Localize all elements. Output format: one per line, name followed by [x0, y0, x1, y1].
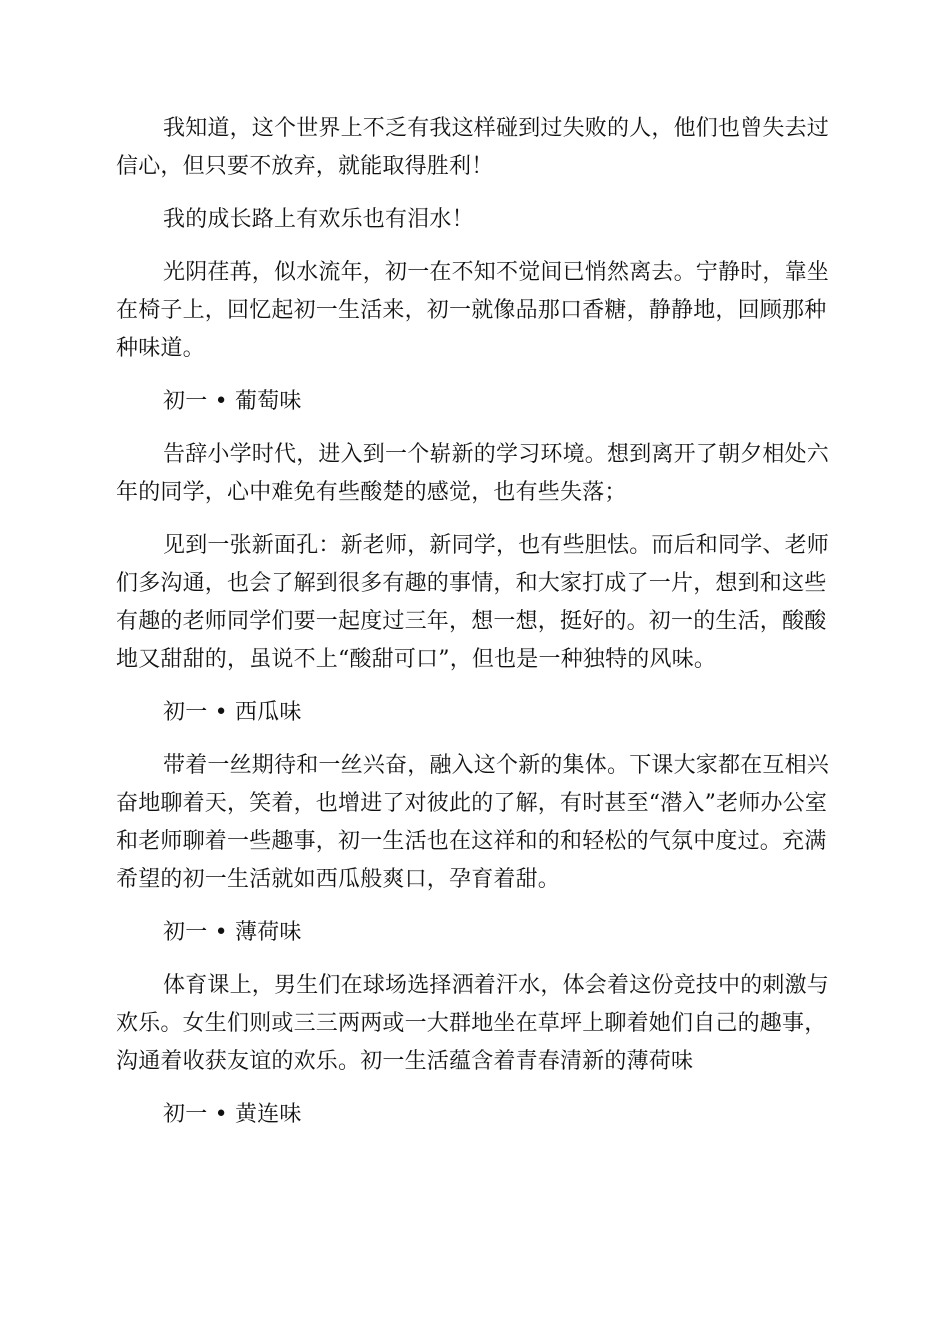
section-heading-coptis: 初一 • 黄连味: [163, 1102, 302, 1127]
paragraph-new-faces: 见到一张新面孔：新老师，新同学，也有些胆怯。而后和同学、老师们多沟通，也会了解到很多有趣的事情，和大家打成了一片，想到和这些有趣的老师同学们要一起度过三年，想一想，挺好的。初一的生活，酸酸地又甜甜的，虽说不上“酸甜可口”，但也是一种独特的风味。: [116, 533, 830, 672]
paragraph-time-passing: 光阴荏苒，似水流年，初一在不知不觉间已悄然离去。宁静时，靠坐在椅子上，回忆起初一生活来，初一就像品那口香糖，静静地，回顾那种种味道。: [116, 260, 830, 361]
paragraph-new-collective: 带着一丝期待和一丝兴奋，融入这个新的集体。下课大家都在互相兴奋地聊着天，笑着，也增进了对彼此的了解，有时甚至“潜入”老师办公室和老师聊着一些趣事，初一生活也在这祥和的和轻松的气氛中度过。充满希望的初一生活就如西瓜般爽口，孕育着甜。: [116, 753, 830, 892]
paragraph-leaving-primary: 告辞小学时代，进入到一个崭新的学习环境。想到离开了朝夕相处六年的同学，心中难免有些酸楚的感觉，也有些失落；: [116, 442, 830, 505]
document-body: [116, 110, 834, 1149]
section-heading-watermelon: 初一 • 西瓜味: [163, 700, 302, 725]
section-heading-mint: 初一 • 薄荷味: [163, 920, 302, 945]
paragraph-pe-class: 体育课上，男生们在球场选择洒着汗水，体会着这份竞技中的刺激与欢乐。女生们则或三三两两或一大群地坐在草坪上聊着她们自己的趣事，沟通着收获友谊的欢乐。初一生活蕴含着青春清新的薄荷味: [116, 973, 830, 1074]
paragraph-growth-road: 我的成长路上有欢乐也有泪水！: [163, 207, 474, 232]
paragraph-perseverance: 我知道，这个世界上不乏有我这样碰到过失败的人，他们也曾失去过信心，但只要不放弃，就能取得胜利！: [116, 116, 830, 179]
section-heading-grape: 初一 • 葡萄味: [163, 389, 302, 414]
